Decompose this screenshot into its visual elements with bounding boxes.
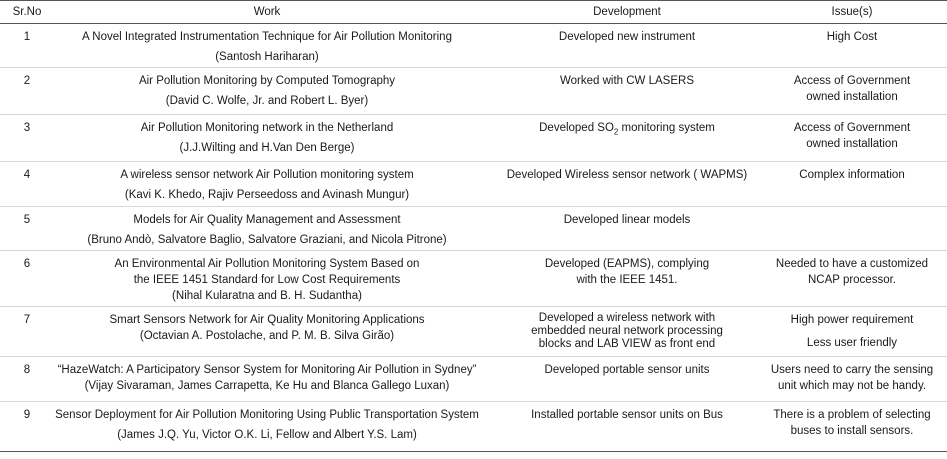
work-cell xyxy=(58,362,477,394)
header-issues: Issue(s) xyxy=(831,6,873,18)
work-cell xyxy=(139,73,395,109)
development-text: Developed new instrument xyxy=(558,31,696,43)
row-number: 5 xyxy=(23,214,31,226)
development-cell xyxy=(559,29,695,45)
issue-text: owned installation xyxy=(806,91,898,103)
row-number: 7 xyxy=(23,314,31,326)
development-text: embedded neural network processing xyxy=(531,325,723,337)
development-cell xyxy=(564,212,691,228)
issue-text: Users need to carry the sensing xyxy=(770,364,934,376)
development-cell xyxy=(545,256,709,288)
issues-cell xyxy=(794,120,910,152)
development-text: Developed portable sensor units xyxy=(544,364,710,376)
issue-text: NCAP processor. xyxy=(808,274,896,286)
row-number: 6 xyxy=(23,258,31,270)
issue-text: buses to install sensors. xyxy=(790,425,914,437)
work-authors: (James J.Q. Yu, Victor O.K. Li, Fellow and Albert Y.S. Lam) xyxy=(117,429,417,441)
table-row xyxy=(0,162,947,207)
development-cell xyxy=(507,167,748,183)
issue-text: High power requirement xyxy=(790,314,914,326)
table-row xyxy=(0,115,947,162)
development-text-post: monitoring system xyxy=(618,122,715,134)
development-cell xyxy=(539,120,715,140)
development-text-pre: Developed SO xyxy=(539,122,614,134)
issue-text: owned installation xyxy=(806,138,898,150)
work-cell xyxy=(109,312,424,344)
work-title: Air Pollution Monitoring network in the Netherland xyxy=(140,122,394,134)
issue-text: Less user friendly xyxy=(806,337,898,349)
work-authors: (Nihal Kularatna and B. H. Sudantha) xyxy=(172,290,362,302)
issues-cell xyxy=(776,256,928,288)
development-subscript: 2 xyxy=(613,127,619,137)
header-development: Development xyxy=(593,6,661,18)
table-row xyxy=(0,68,947,115)
work-authors: (Octavian A. Postolache, and P. M. B. Silva Girão) xyxy=(139,330,395,342)
issue-text: Needed to have a customized xyxy=(775,258,929,270)
work-authors: (Santosh Hariharan) xyxy=(215,51,319,63)
work-authors: (Vijay Sivaraman, James Carrapetta, Ke Hu and Blanca Gallego Luxan) xyxy=(84,380,450,392)
development-text: Developed (EAPMS), complying xyxy=(544,258,710,270)
table-row xyxy=(0,357,947,402)
header-sr-no: Sr.No xyxy=(12,6,42,18)
issue-text: Access of Government xyxy=(793,75,911,87)
work-title: “HazeWatch: A Participatory Sensor System for Monitoring Air Pollution in Sydney” xyxy=(57,364,477,376)
work-title: Smart Sensors Network for Air Quality Monitoring Applications xyxy=(109,314,425,326)
issues-cell xyxy=(773,407,930,439)
issue-text: unit which may not be handy. xyxy=(777,380,927,392)
work-authors: (David C. Wolfe, Jr. and Robert L. Byer) xyxy=(165,95,369,107)
table-row xyxy=(0,207,947,251)
table-row xyxy=(0,251,947,307)
row-number: 8 xyxy=(23,364,31,376)
issues-cell xyxy=(827,29,878,45)
work-authors: (Bruno Andò, Salvatore Baglio, Salvatore Graziani, and Nicola Pitrone) xyxy=(87,234,447,246)
work-cell xyxy=(120,167,413,203)
row-number: 1 xyxy=(23,31,31,43)
work-cell xyxy=(141,120,394,156)
development-text: Worked with CW LASERS xyxy=(560,75,694,87)
work-authors: (J.J.Wilting and H.Van Den Berge) xyxy=(179,142,355,154)
table-row xyxy=(0,402,947,452)
development-text: Installed portable sensor units on Bus xyxy=(531,409,723,421)
table-row xyxy=(0,307,947,357)
work-cell xyxy=(55,407,479,443)
issue-text: Access of Government xyxy=(793,122,911,134)
development-cell xyxy=(560,73,694,89)
work-cell xyxy=(87,212,446,248)
development-text: Developed linear models xyxy=(563,214,691,226)
development-text: blocks and LAB VIEW as front end xyxy=(538,338,716,350)
issue-text: Complex information xyxy=(799,169,905,181)
work-title: A Novel Integrated Instrumentation Technique for Air Pollution Monitoring xyxy=(82,31,452,43)
development-text: Developed a wireless network with xyxy=(538,312,716,324)
issues-cell xyxy=(794,73,910,105)
work-title: A wireless sensor network Air Pollution monitoring system xyxy=(120,169,414,181)
development-cell xyxy=(531,312,723,351)
development-text: with the IEEE 1451. xyxy=(576,274,678,286)
work-title: the IEEE 1451 Standard for Low Cost Requirements xyxy=(133,274,401,286)
header-work: Work xyxy=(253,6,281,18)
issues-cell xyxy=(799,167,904,183)
work-cell xyxy=(115,256,420,304)
row-number: 9 xyxy=(23,409,31,421)
table-header xyxy=(0,0,947,24)
issues-cell xyxy=(771,362,933,394)
work-authors: (Kavi K. Khedo, Rajiv Perseedoss and Avinash Mungur) xyxy=(124,189,410,201)
development-cell xyxy=(531,407,723,423)
row-number: 4 xyxy=(23,169,31,181)
work-title: Models for Air Quality Management and Assessment xyxy=(133,214,401,226)
row-number: 2 xyxy=(23,75,31,87)
issue-text: High Cost xyxy=(826,31,878,43)
work-title: Sensor Deployment for Air Pollution Monitoring Using Public Transportation System xyxy=(55,409,479,421)
table-row xyxy=(0,24,947,68)
row-number: 3 xyxy=(23,122,31,134)
development-text: Developed Wireless sensor network ( WAPMS) xyxy=(506,169,748,181)
issue-text: There is a problem of selecting xyxy=(773,409,931,421)
development-cell xyxy=(545,362,710,378)
work-title: Air Pollution Monitoring by Computed Tomography xyxy=(138,75,396,87)
development-text xyxy=(539,120,715,140)
work-cell xyxy=(82,29,452,65)
issues-cell xyxy=(791,312,914,351)
work-title: An Environmental Air Pollution Monitoring System Based on xyxy=(114,258,420,270)
